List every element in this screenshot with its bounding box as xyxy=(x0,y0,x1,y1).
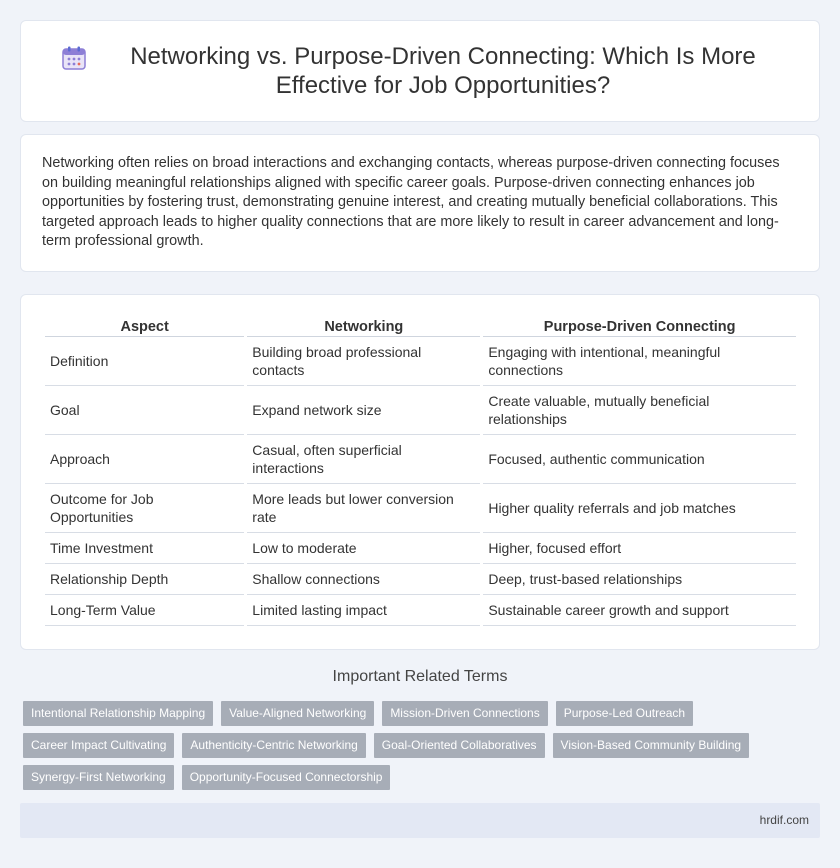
table-cell: More leads but lower conversion rate xyxy=(247,484,480,533)
table-cell: Building broad professional contacts xyxy=(247,337,480,386)
table-cell: Low to moderate xyxy=(247,533,480,564)
table-cell: Relationship Depth xyxy=(45,564,244,595)
related-term-tag[interactable]: Opportunity-Focused Connectorship xyxy=(182,765,391,790)
calendar-icon xyxy=(61,45,87,71)
table-cell: Outcome for Job Opportunities xyxy=(45,484,244,533)
table-row xyxy=(45,564,796,595)
related-terms-list xyxy=(23,701,813,797)
footer-site-link[interactable]: hrdif.com xyxy=(759,813,809,827)
table-cell: Casual, often superficial interactions xyxy=(247,435,480,484)
table-row xyxy=(45,337,796,386)
summary-text: Networking often relies on broad interactions and exchanging contacts, whereas purpose-driven connecting focuses on building meaningful relationships aligned with specific career goals. Purpose-driven connecting enhances job opportunities by fostering trust, demonstrating genuine interest, and creating mutually beneficial collaborations. This targeted approach leads to higher quality connections that are more likely to result in career advancement and long-term professional growth. xyxy=(42,155,780,250)
related-term-tag[interactable]: Authenticity-Centric Networking xyxy=(182,733,365,758)
related-term-tag[interactable]: Mission-Driven Connections xyxy=(382,701,547,726)
table-cell: Higher quality referrals and job matches xyxy=(483,484,796,533)
table-cell: Definition xyxy=(45,337,244,386)
table-row xyxy=(45,484,796,533)
table-cell: Shallow connections xyxy=(247,564,480,595)
summary-card xyxy=(20,134,820,272)
table-cell: Higher, focused effort xyxy=(483,533,796,564)
table-cell: Engaging with intentional, meaningful connections xyxy=(483,337,796,386)
table-row xyxy=(45,533,796,564)
table-row xyxy=(45,386,796,435)
comparison-table xyxy=(42,315,799,626)
related-term-tag[interactable]: Intentional Relationship Mapping xyxy=(23,701,213,726)
table-cell: Focused, authentic communication xyxy=(483,435,796,484)
table-cell: Sustainable career growth and support xyxy=(483,595,796,626)
table-cell: Deep, trust-based relationships xyxy=(483,564,796,595)
related-term-tag[interactable]: Value-Aligned Networking xyxy=(221,701,374,726)
related-term-tag[interactable]: Goal-Oriented Collaboratives xyxy=(374,733,545,758)
table-cell: Time Investment xyxy=(45,533,244,564)
table-cell: Limited lasting impact xyxy=(247,595,480,626)
footer xyxy=(20,803,820,838)
column-header-networking: Networking xyxy=(247,315,480,337)
related-term-tag[interactable]: Synergy-First Networking xyxy=(23,765,174,790)
column-header-aspect: Aspect xyxy=(45,315,244,337)
related-terms-heading: Important Related Terms xyxy=(332,668,508,685)
page-title: Networking vs. Purpose-Driven Connecting: Which Is More Effective for Job Opportunities? xyxy=(130,43,756,99)
related-term-tag[interactable]: Vision-Based Community Building xyxy=(553,733,750,758)
table-cell: Long-Term Value xyxy=(45,595,244,626)
title-card xyxy=(20,20,820,122)
table-cell: Goal xyxy=(45,386,244,435)
table-row xyxy=(45,435,796,484)
comparison-card xyxy=(20,294,820,650)
table-cell: Expand network size xyxy=(247,386,480,435)
table-row xyxy=(45,595,796,626)
column-header-purpose-driven: Purpose-Driven Connecting xyxy=(483,315,796,337)
table-header-row xyxy=(45,315,796,337)
table-cell: Create valuable, mutually beneficial relationships xyxy=(483,386,796,435)
related-term-tag[interactable]: Career Impact Cultivating xyxy=(23,733,174,758)
related-term-tag[interactable]: Purpose-Led Outreach xyxy=(556,701,693,726)
table-cell: Approach xyxy=(45,435,244,484)
